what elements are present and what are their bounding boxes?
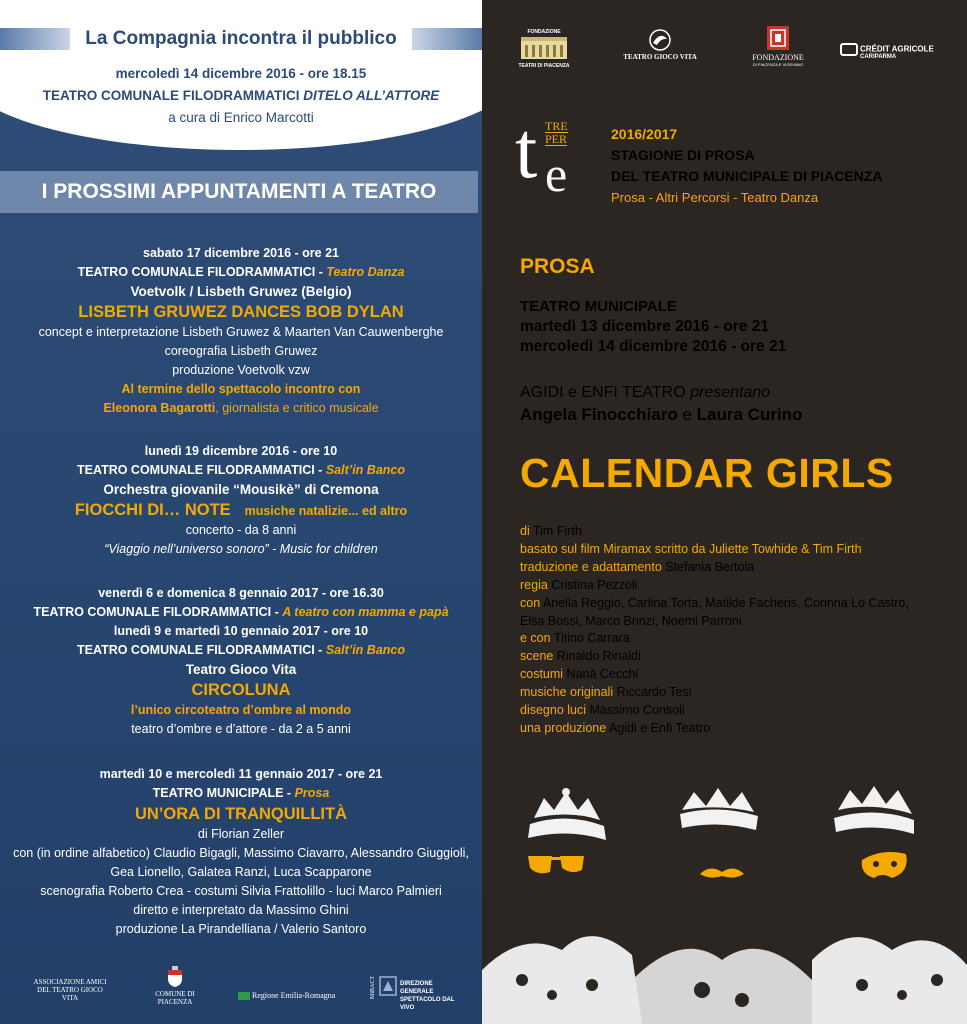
regione-logo: Regione Emilia-Romagna <box>238 992 348 1000</box>
presenters <box>520 382 802 426</box>
credit-name: Stefania Bertola <box>661 559 755 574</box>
fondazione-icon <box>766 25 790 51</box>
comune-crest-icon <box>167 966 183 988</box>
event-company: Voetvolk / Lisbeth Gruwez (Belgio) <box>130 284 352 299</box>
credit-agricole-icon <box>840 43 858 56</box>
venue-date-1: martedì 13 dicembre 2016 - ore 21 <box>520 318 769 335</box>
sponsor-logos <box>482 25 967 75</box>
credit-row <box>520 577 909 595</box>
appointments-band: I PROSSIMI APPUNTAMENTI A TEATRO <box>0 171 478 213</box>
event-line: scenografia Roberto Crea - costumi Silvia Frattolillo - luci Marco Palmieri <box>40 884 442 898</box>
section-prosa: PROSA <box>520 255 595 278</box>
event-title: CIRCOLUNA <box>191 681 291 699</box>
credit-role: musiche originali <box>520 685 614 700</box>
event-category: Prosa <box>294 786 330 800</box>
credit-row <box>520 613 909 631</box>
credit-role: con <box>520 595 541 610</box>
event-date: venerdì 6 e domenica 8 gennaio 2017 - ore 16.30 <box>98 586 384 600</box>
credit-role: regia <box>520 577 548 592</box>
event-title: LISBETH GRUWEZ DANCES BOB DYLAN <box>78 303 404 321</box>
season-line3: Prosa - Altri Percorsi - Teatro Danza <box>611 190 819 205</box>
event-venue: TEATRO MUNICIPALE - Prosa <box>152 786 330 800</box>
credit-role: traduzione e adattamento <box>520 559 662 574</box>
credit-name: Massimo Consoli <box>586 703 685 718</box>
credit-name: Titino Carrara <box>550 631 630 646</box>
gioco-vita-logo: TEATRO GIOCO VITA <box>610 29 710 61</box>
show-title: CALENDAR GIRLS <box>520 450 894 496</box>
season-line1: STAGIONE DI PROSA <box>611 147 755 163</box>
event-3 <box>0 584 482 739</box>
credit-role: scene <box>520 649 554 664</box>
credit-role: una produzione <box>520 720 607 735</box>
credit-role: e con <box>520 631 551 646</box>
event-title: FIOCCHI DI… NOTE <box>74 501 231 519</box>
event-title-row <box>0 499 482 521</box>
credit-name: Tim Firth <box>529 524 582 538</box>
season-info <box>611 124 882 208</box>
crown-right-icon <box>834 786 914 834</box>
season-year: 2016/2017 <box>611 126 678 142</box>
show-venue <box>520 297 786 357</box>
crown-left-icon <box>528 788 606 840</box>
event-line: produzione La Pirandelliana / Valerio Santoro <box>115 922 367 936</box>
show-credits <box>520 523 909 738</box>
sunglasses-icon <box>528 856 584 873</box>
event-line: Eleonora Bagarotti, giornalista e critico musicale <box>103 401 379 415</box>
header-venue-line <box>0 88 482 103</box>
event-venue-2: TEATRO COMUNALE FILODRAMMATICI - Salt’in Banco <box>77 643 405 657</box>
carnival-mask-icon <box>862 852 907 878</box>
credit-row <box>520 595 909 613</box>
header-venue: TEATRO COMUNALE FILODRAMMATICI <box>42 88 300 103</box>
event-line: Al termine dello spettacolo incontro con <box>121 382 361 396</box>
event-date: martedì 10 e mercoledì 11 gennaio 2017 - ore 21 <box>99 767 383 781</box>
mustache-icon <box>700 868 744 877</box>
event-venue: TEATRO COMUNALE FILODRAMMATICI - Salt’in Banco <box>77 463 405 477</box>
event-4 <box>0 765 482 939</box>
event-venue: TEATRO COMUNALE FILODRAMMATICI - Teatro Danza <box>77 265 405 279</box>
credit-row <box>520 684 909 702</box>
event-2 <box>0 442 482 559</box>
mibact-logo: MiBACT <box>368 976 398 1001</box>
logo-per: PER <box>545 132 568 146</box>
credit-name: Elsa Bossi, Marco Brinzi, Noemi Parroni <box>520 613 742 628</box>
credit-row <box>520 630 909 648</box>
dg-logo: DIREZIONE GENERALE SPETTACOLO DAL VIVO <box>400 981 455 1011</box>
event-date: sabato 17 dicembre 2016 - ore 21 <box>143 246 339 260</box>
event-line: teatro d’ombre e d’attore - da 2 a 5 anni <box>131 722 351 736</box>
event-subtitle: musiche natalizie... ed altro <box>244 504 408 518</box>
partner-logos <box>0 960 482 1020</box>
credit-row <box>520 523 909 541</box>
header-curator: a cura di Enrico Marcotti <box>168 110 314 125</box>
header-title: La Compagnia incontra il pubblico <box>85 28 397 49</box>
credit-name: Riccardo Tesi <box>613 685 692 700</box>
crown-center-icon <box>680 788 758 830</box>
credit-row <box>520 559 909 577</box>
logo-tre: TRE <box>545 119 568 133</box>
credit-name: Ariella Reggio, Carlina Torta, Matilde Facheris, Corinna Lo Castro, <box>540 595 909 610</box>
event-category: Salt’in Banco <box>325 463 405 477</box>
theatre-building-icon <box>519 35 569 61</box>
venue-name: TEATRO MUNICIPALE <box>520 298 677 315</box>
credit-role: di <box>520 524 530 538</box>
event-line: coreografia Lisbeth Gruwez <box>164 344 318 358</box>
credit-name: Nanà Cecchi <box>563 667 639 682</box>
event-line: concerto - da 8 anni <box>185 523 297 537</box>
credit-row <box>520 702 909 720</box>
credit-role: costumi <box>520 667 564 682</box>
credit-role: disegno luci <box>520 703 587 718</box>
gioco-vita-icon <box>647 29 673 51</box>
logo-e: e <box>545 146 568 202</box>
event-line: produzione Voetvolk vzw <box>172 363 310 377</box>
comune-logo: COMUNE DI PIACENZA <box>140 966 210 1006</box>
season-line2: DEL TEATRO MUNICIPALE DI PIACENZA <box>611 168 883 184</box>
event-title: UN’ORA DI TRANQUILLITÀ <box>134 805 348 823</box>
credit-name: Rinaldo Rinaldi <box>553 649 641 664</box>
event-line: “Viaggio nell’universo sonoro” - Music for children <box>104 542 378 556</box>
mibact-icon <box>379 976 397 996</box>
event-line: l’unico circoteatro d’ombre al mondo <box>130 703 352 717</box>
fur-collars <box>482 936 967 1024</box>
event-company: Teatro Gioco Vita <box>185 662 297 677</box>
event-line: con (in ordine alfabetico) Claudio Bigagli, Massimo Ciavarro, Alessandro Giuggioli, <box>13 846 469 860</box>
credit-name: Cristina Pezzoli <box>547 577 638 592</box>
event-category: A teatro con mamma e papà <box>282 605 449 619</box>
event-date: lunedì 19 dicembre 2016 - ore 10 <box>144 444 338 458</box>
calendar-girls-illustration <box>482 780 967 1024</box>
teatri-piacenza-logo: FONDAZIONE TEATRI DI PIACENZA <box>518 29 570 69</box>
stars-line: Angela Finocchiaro e Laura Curino <box>520 405 803 424</box>
credit-role: basato sul film Miramax scritto da Juliette Towhide & Tim Firth <box>520 541 862 556</box>
tre-per-logo <box>515 107 595 208</box>
venue-date-2: mercoledì 14 dicembre 2016 - ore 21 <box>520 338 787 355</box>
event-line: di Florian Zeller <box>197 827 285 841</box>
credit-row <box>520 720 909 738</box>
credit-name: Agidi e Enfi Teatro <box>606 720 711 735</box>
credit-row <box>520 541 909 559</box>
assoc-logo: ASSOCIAZIONE AMICI DEL TEATRO GIOCO VITA <box>33 978 107 1002</box>
credit-row <box>520 648 909 666</box>
header-date: mercoledì 14 dicembre 2016 - ore 18.15 <box>115 66 367 81</box>
event-venue: TEATRO COMUNALE FILODRAMMATICI - A teatro con mamma e papà <box>33 605 449 619</box>
credit-agricole-logo: CRÉDIT AGRICOLE CARIPARMA <box>840 43 950 60</box>
event-line: diretto e interpretato da Massimo Ghini <box>133 903 349 917</box>
regione-flag-icon <box>238 992 250 1000</box>
logo-t: t <box>515 107 538 195</box>
header-event: DITELO ALL’ATTORE <box>303 88 440 103</box>
event-line: Gea Lionello, Galatea Ranzi, Luca Scapparone <box>110 865 372 879</box>
event-category-2: Salt’in Banco <box>325 643 405 657</box>
event-line: concept e interpretazione Lisbeth Gruwez & Maarten Van Cauwenberghe <box>38 325 444 339</box>
producers-line: AGIDI e ENFI TEATRO presentano <box>520 384 771 401</box>
credit-row <box>520 666 909 684</box>
event-company: Orchestra giovanile “Mousikè” di Cremona <box>103 482 379 497</box>
event-category: Teatro Danza <box>326 265 405 279</box>
event-date-2: lunedì 9 e martedì 10 gennaio 2017 - ore 10 <box>113 624 369 638</box>
fondazione-logo: FONDAZIONE DI PIACENZA E VIGEVANO <box>738 25 818 67</box>
event-1 <box>0 244 482 418</box>
left-panel <box>0 0 482 1024</box>
